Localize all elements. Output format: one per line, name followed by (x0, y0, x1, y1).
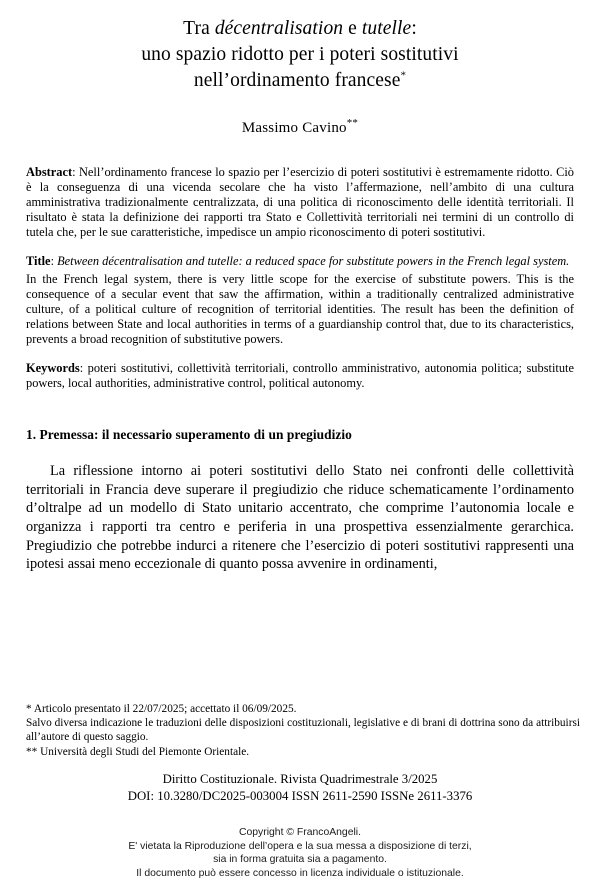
keywords-text: poteri sostitutivi, collettività territoriali, controllo amministrativo, autonomia politica; substitute powers, local authorities, administrative control, political autonomy. (26, 361, 574, 391)
author-footnote-marker: ** (346, 117, 359, 129)
title-word-e: e (343, 18, 362, 39)
section-1-paragraph: La riflessione intorno ai poteri sostitutivi dello Stato nei confronti delle collettività territoriali in Francia deve superare il pregiudizio che riduce schematicamente l’ordinamento d’oltralpe ad un modello di Stato unitario accentrato, che comprime l’autonomia locale e organizza i rapporti tra centro e periferia in una prospettiva essenzialmente gerarchica. Pregiudizio che potrebbe indurci a ritenere che l’esercizio di poteri sostitutivi rappresenti una ipotesi assai meno eccezionale di quanto possa avvenire in ordinamenti, (26, 463, 574, 573)
title-word-tra: Tra (183, 18, 215, 39)
footnote-article-dates: * Articolo presentato il 22/07/2025; accettato il 06/09/2025. (26, 703, 297, 715)
author-byline (26, 117, 574, 137)
title-footnote-marker: * (400, 69, 407, 82)
copyright-block (0, 826, 600, 880)
copyright-line-3: sia in forma gratuita sia a pagamento. (213, 854, 387, 866)
keywords-block (26, 361, 574, 391)
keywords-paragraph (26, 361, 574, 391)
english-title-label: Title (26, 254, 51, 269)
page-title-line-2: uno spazio ridotto per i poteri sostitutivi (141, 44, 459, 65)
copyright-line-1: Copyright © FrancoAngeli. (238, 827, 361, 838)
keywords-label: Keywords (26, 361, 80, 376)
copyright-line-2: E' vietata la Riproduzione dell’opera e la sua messa a disposizione di terzi, (128, 840, 472, 852)
copyright-line-4: Il documento può essere concesso in licenza individuale o istituzionale. (136, 867, 464, 879)
page-title-line-3 (26, 68, 574, 94)
footnotes-block (26, 702, 580, 759)
journal-info (0, 771, 600, 804)
abstract-english-text: In the French legal system, there is very little scope for the exercise of substitute powers. This is the consequence of a secular event that saw the affirmation, within a traditionally centralized administrative culture, of a political culture of recognition of territorial identities. The result has been the definition of relations between State and local authorities in terms of a guardianship control that, due to its characteristics, prevents a broad recognition of substitutive powers. (26, 271, 574, 346)
journal-name-line: Diritto Costituzionale. Rivista Quadrimestrale 3/2025 (162, 772, 438, 786)
abstract-italian-text: Nell’ordinamento francese lo spazio per l’esercizio di poteri sostitutivi è estremamente ridotto. Ciò è la conseguenza di una vicenda secolare che ha visto l’affermazione, nell’ambito di una cultura amministrativa tradizionalmente centralizzata, di una politica di riconoscimento delle identità territoriali. Il risultato è stata la definizione dei rapporti tra Stato e Collettività territoriali nei termini di un controllo di tutela che, per le sue caratteristiche, impedisce un ampio riconoscimento di poteri sostitutivi. (26, 165, 574, 240)
keywords-separator: : (79, 361, 88, 376)
footnote-author-affiliation: ** Università degli Studi del Piemonte Orientale. (26, 745, 250, 758)
title-block (26, 0, 574, 94)
page-title-line-1 (26, 16, 574, 42)
title-line-3-text: nell’ordinamento francese (193, 70, 401, 91)
english-title-text: Between décentralisation and tutelle: a reduced space for substitute powers in the French legal system. (57, 254, 570, 269)
abstract-english (26, 254, 574, 347)
title-colon: : (411, 18, 417, 39)
abstract-italian-paragraph (26, 165, 574, 240)
abstract-separator: : (72, 165, 79, 179)
footnote-translation-note: Salvo diversa indicazione le traduzioni delle disposizioni costituzionali, legislative e di brani di dottrina sono da attribuirsi all’autore di questo saggio. (26, 717, 580, 744)
abstract-label: Abstract (26, 165, 73, 179)
title-word-decentralisation: décentralisation (214, 18, 344, 39)
english-title-line (26, 254, 574, 269)
abstract-italian (26, 165, 574, 240)
english-title-separator: : (50, 254, 58, 269)
section-heading-1: 1. Premessa: il necessario superamento di un pregiudizio (26, 427, 352, 443)
journal-doi-line: DOI: 10.3280/DC2025-003004 ISSN 2611-2590 ISSNe 2611-3376 (127, 788, 473, 803)
author-name: Massimo Cavino (241, 120, 347, 136)
title-word-tutelle: tutelle (361, 18, 412, 39)
